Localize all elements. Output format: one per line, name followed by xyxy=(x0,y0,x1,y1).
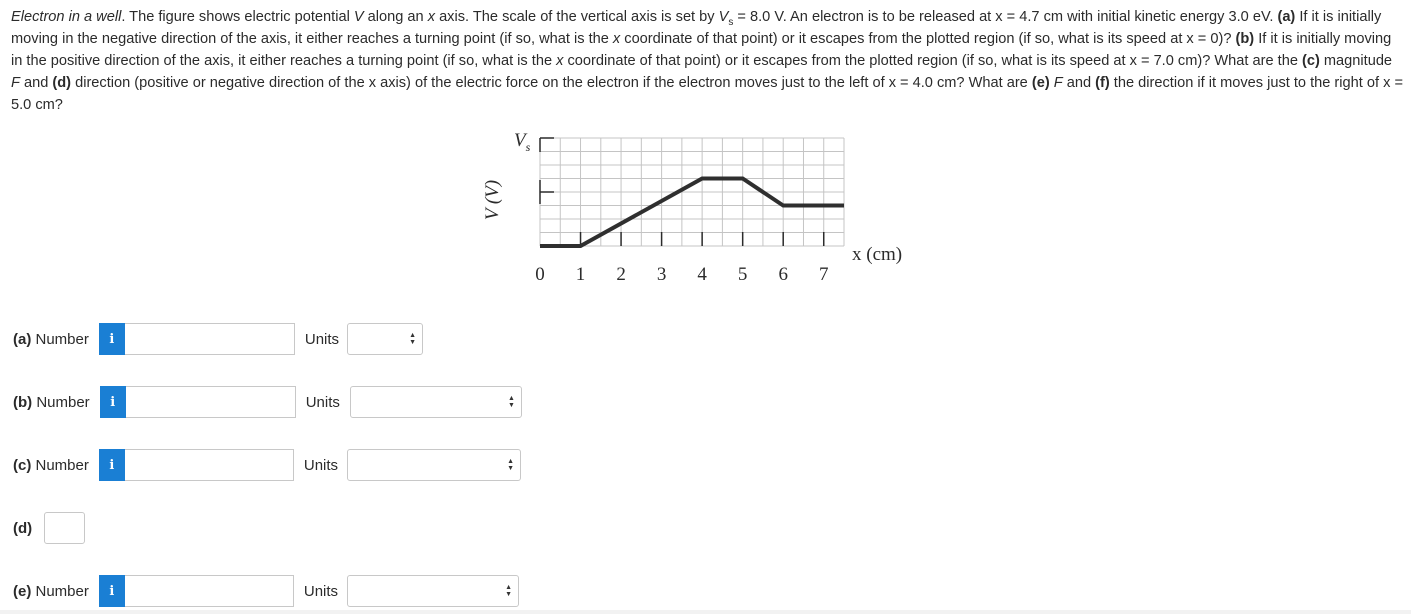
graph-grid xyxy=(540,138,844,246)
info-icon[interactable]: i xyxy=(99,575,125,607)
answer-c-number-input[interactable] xyxy=(125,449,294,481)
potential-graph xyxy=(470,120,940,290)
x-tick-label: 0 xyxy=(535,264,545,285)
answer-b-units-select[interactable] xyxy=(350,386,522,418)
answer-row-c: (c) Number i Units ▲ ▼ xyxy=(13,448,521,482)
answer-e-number-input[interactable] xyxy=(125,575,294,607)
units-label: Units xyxy=(304,330,340,348)
select-arrows-icon: ▲ ▼ xyxy=(505,584,513,598)
x-tick-label: 6 xyxy=(778,264,788,285)
select-arrows-icon: ▲ ▼ xyxy=(507,395,515,409)
x-tick-label: 7 xyxy=(818,264,829,285)
problem-statement: Electron in a well. The figure shows electric potential V along an x axis. The scale of the vertical axis is set by $V_s = 8.0$ V. An electron is to be released at x = 4.7 cm with initial kinetic energy 3.0 eV. (a) If it is initially moving in the negative direction of the axis, it either reaches a turning point (if so, what is the x coordinate of that point) or it escapes from the plotted region (if so, what is its speed at x = 0)? (b) If it is initially moving in the positive direction of the axis, it either reaches a turning point (if so, what is the x coordinate of that point) or it escapes from the plotted region (if so, what is its speed at x = 7.0 cm)? What are the (c) magnitude F and (d) direction (positive or negative direction of the x axis) of the electric force on the electron if the electron moves just to the left of x = 4.0 cm? What are (e) F and (f) the direction if it moves just to the right of x = 5.0 cm? xyxy=(11,9,1403,113)
info-icon[interactable]: i xyxy=(100,386,126,418)
answer-c-units-select[interactable] xyxy=(347,449,521,481)
x-tick-label: 3 xyxy=(656,264,667,285)
x-tick-labels xyxy=(535,264,828,285)
problem-title: Electron in a well xyxy=(11,9,122,25)
answer-e-units-select[interactable] xyxy=(347,575,519,607)
units-label: Units xyxy=(303,582,339,600)
units-label: Units xyxy=(303,456,339,474)
answer-a-units-select[interactable] xyxy=(347,323,423,355)
page-edge xyxy=(0,610,1411,614)
x-axis-label: x (cm) xyxy=(852,244,903,265)
info-icon[interactable]: i xyxy=(99,449,125,481)
potential-curve xyxy=(540,179,844,247)
answer-row-e: (e) Number i Units ▲ ▼ xyxy=(13,574,519,608)
select-arrows-icon: ▲ ▼ xyxy=(409,332,417,346)
answer-a-number-input[interactable] xyxy=(125,323,295,355)
x-tick-label: 5 xyxy=(737,264,748,285)
select-arrows-icon: ▲ ▼ xyxy=(507,458,515,472)
vs-label: $V_s$ xyxy=(514,130,531,154)
y-axis-label: V (V) xyxy=(482,179,503,221)
x-tick-label: 2 xyxy=(616,264,626,285)
x-tick-label: 1 xyxy=(575,264,586,285)
x-tick-label: 4 xyxy=(697,264,707,285)
answer-row-a: (a) Number i Units ▲ ▼ xyxy=(13,322,423,356)
answer-row-b: (b) Number i Units ▲ ▼ xyxy=(13,385,522,419)
units-label: Units xyxy=(305,393,340,411)
answer-row-d: (d) xyxy=(13,511,85,545)
answer-d-direction-select[interactable] xyxy=(44,512,85,544)
answer-b-number-input[interactable] xyxy=(126,386,296,418)
info-icon[interactable]: i xyxy=(99,323,125,355)
